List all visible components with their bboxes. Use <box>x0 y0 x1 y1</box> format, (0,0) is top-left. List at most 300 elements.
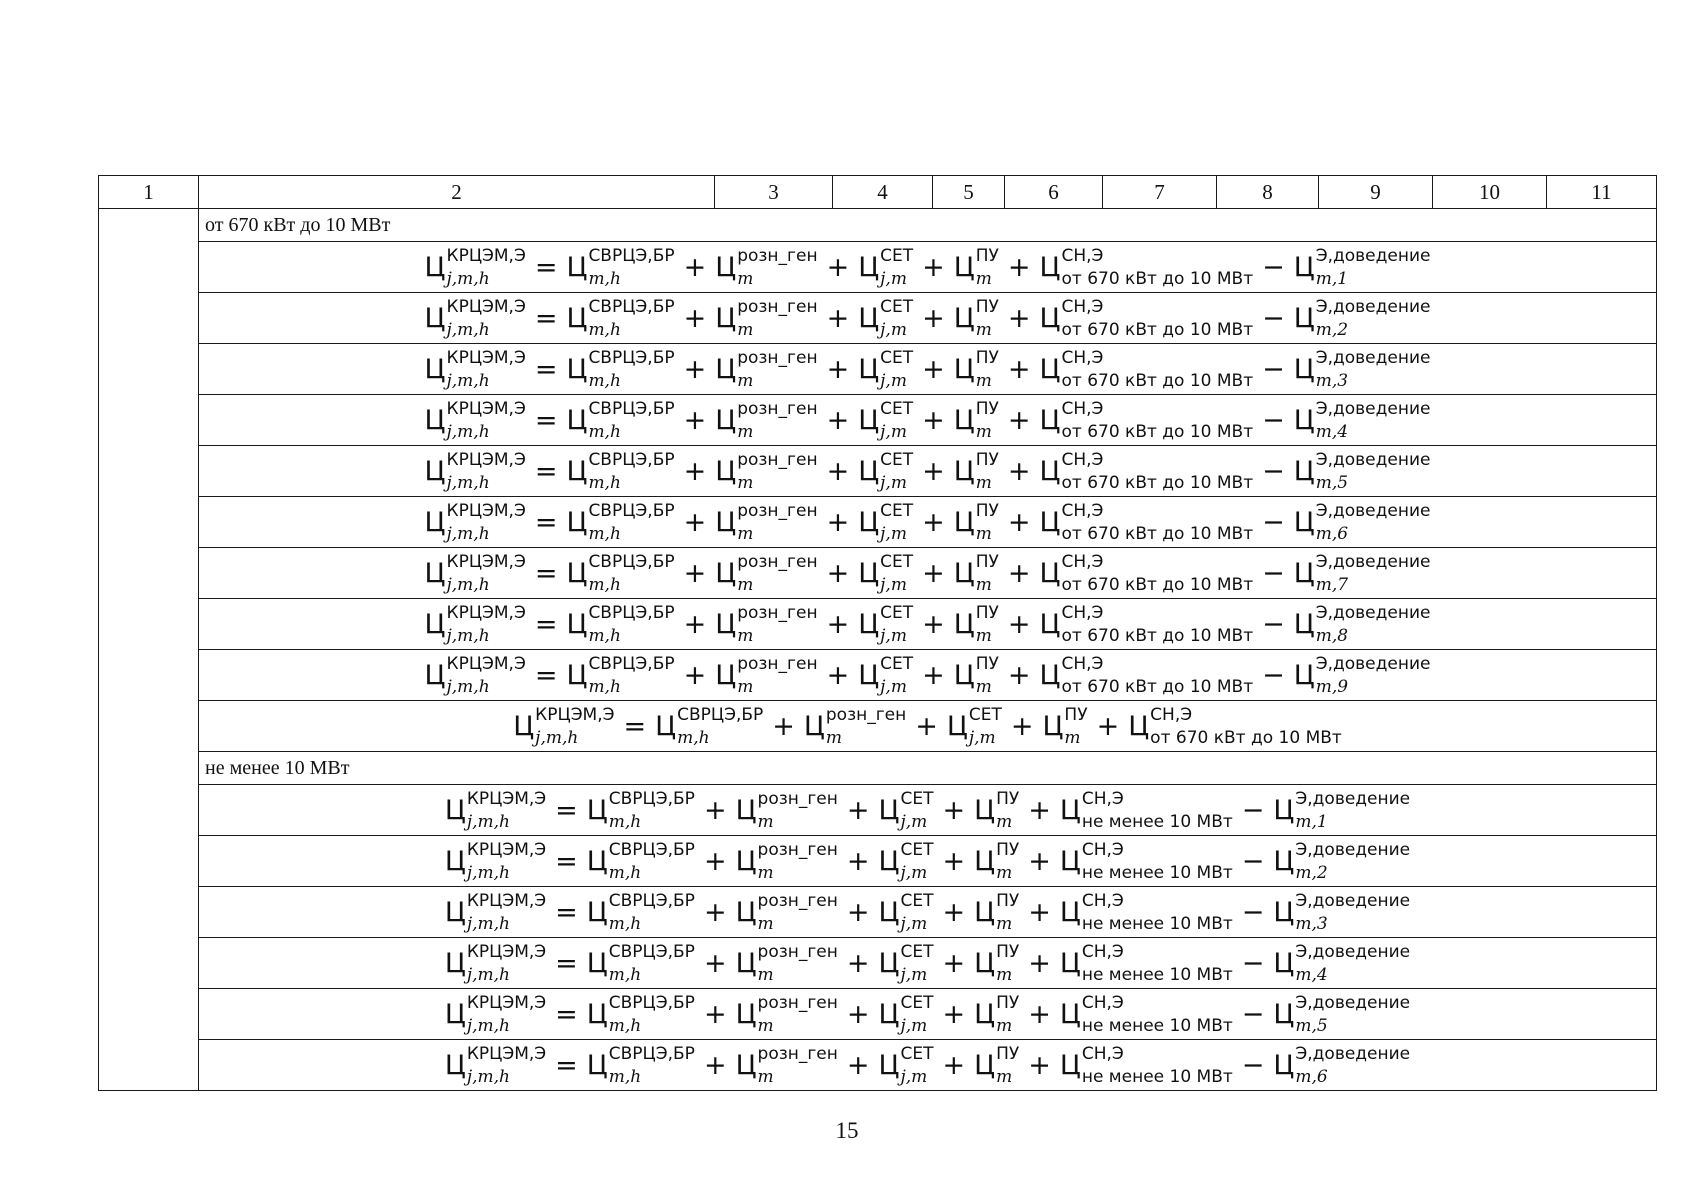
operator-minus: − <box>1262 251 1285 283</box>
term-sn <box>1039 347 1254 391</box>
superscript: КРЦЭМ,Э <box>466 941 547 962</box>
superscript: розн_ген <box>737 245 818 266</box>
price-formula <box>424 449 1431 493</box>
subscript: j,m <box>880 473 907 493</box>
term-pu <box>974 890 1020 934</box>
subscript: m,5 <box>1295 1016 1328 1036</box>
operator-plus: + <box>1010 710 1034 742</box>
superscript: Э,доведение <box>1315 296 1431 317</box>
term-sn <box>1039 653 1254 697</box>
price-symbol: Ц <box>1059 998 1081 1030</box>
term-rozn-gen <box>715 245 818 289</box>
formula-row <box>99 650 1657 701</box>
superscript: СВРЦЭ,БР <box>588 296 675 317</box>
operator-plus: + <box>826 557 850 589</box>
script-stack <box>1061 245 1254 289</box>
column-number-8: 8 <box>1217 176 1319 209</box>
superscript: СН,Э <box>1081 992 1124 1013</box>
price-symbol: Ц <box>1293 659 1315 691</box>
subscript: m,h <box>608 965 642 985</box>
script-stack <box>1061 500 1254 544</box>
subscript: j,m <box>880 371 907 391</box>
subscript: j,m,h <box>446 524 490 544</box>
operator-minus: − <box>1241 1049 1265 1081</box>
price-formula <box>444 839 1411 883</box>
formula-row <box>99 836 1657 887</box>
superscript: Э,доведение <box>1315 449 1431 470</box>
term-dovedenie <box>1293 551 1431 595</box>
price-symbol: Ц <box>953 659 975 691</box>
subscript: m <box>1064 728 1081 748</box>
term-svrce <box>566 398 675 442</box>
operator-plus: + <box>922 404 945 436</box>
price-symbol: Ц <box>444 947 466 979</box>
term-set <box>946 704 1002 748</box>
price-formula <box>513 704 1342 748</box>
script-stack <box>608 839 695 883</box>
subscript: m <box>737 320 754 340</box>
column-number-7: 7 <box>1103 176 1217 209</box>
subscript: m,h <box>608 1067 642 1087</box>
formula-row <box>99 887 1657 938</box>
subscript: j,m <box>900 1016 928 1036</box>
superscript: розн_ген <box>737 653 818 674</box>
operator-minus: − <box>1241 845 1265 877</box>
script-stack <box>975 602 999 646</box>
script-stack <box>975 551 999 595</box>
script-stack <box>1061 398 1254 442</box>
superscript: СВРЦЭ,БР <box>608 1043 695 1064</box>
operator-plus: + <box>1028 998 1051 1030</box>
operator-plus: + <box>683 302 707 334</box>
superscript: СН,Э <box>1061 449 1104 470</box>
price-symbol: Ц <box>1059 896 1081 928</box>
formula-cell <box>199 497 1657 548</box>
script-stack <box>737 449 818 493</box>
superscript: СН,Э <box>1061 245 1104 266</box>
term-krcem <box>424 449 526 493</box>
script-stack <box>880 347 914 391</box>
operator-eq: = <box>555 998 578 1030</box>
superscript: розн_ген <box>737 449 818 470</box>
term-pu <box>974 992 1020 1036</box>
subscript: m <box>996 914 1013 934</box>
subscript: m <box>975 320 992 340</box>
script-stack <box>1295 1043 1411 1087</box>
script-stack <box>588 551 675 595</box>
operator-plus: + <box>826 455 850 487</box>
subscript: m,h <box>588 371 621 391</box>
operator-plus: + <box>826 251 850 283</box>
superscript: Э,доведение <box>1315 602 1431 623</box>
term-dovedenie <box>1293 500 1431 544</box>
term-rozn-gen <box>715 500 818 544</box>
term-dovedenie <box>1293 653 1431 697</box>
term-svrce <box>566 296 675 340</box>
superscript: Э,доведение <box>1315 398 1431 419</box>
superscript: СН,Э <box>1081 839 1124 860</box>
term-sn <box>1059 890 1233 934</box>
operator-plus: + <box>1007 455 1031 487</box>
operator-plus: + <box>683 659 707 691</box>
term-pu <box>974 788 1020 832</box>
formula-cell <box>199 1040 1657 1091</box>
formula-cell <box>199 887 1657 938</box>
script-stack <box>757 1043 838 1087</box>
superscript: СЕТ <box>880 653 914 674</box>
term-sn <box>1059 992 1233 1036</box>
price-symbol: Ц <box>953 608 975 640</box>
price-symbol: Ц <box>1273 947 1295 979</box>
script-stack <box>1315 500 1431 544</box>
operator-eq: = <box>534 251 558 283</box>
column-number-1: 1 <box>99 176 199 209</box>
price-symbol: Ц <box>424 455 446 487</box>
operator-plus: + <box>942 896 966 928</box>
subscript: m,h <box>608 1016 642 1036</box>
term-svrce <box>586 839 695 883</box>
operator-plus: + <box>826 353 850 385</box>
term-krcem <box>444 1043 547 1087</box>
subscript: m <box>975 575 992 595</box>
subscript: m,9 <box>1315 677 1349 697</box>
superscript: КРЦЭМ,Э <box>446 602 526 623</box>
price-formula <box>444 788 1411 832</box>
term-krcem <box>444 941 547 985</box>
operator-plus: + <box>1007 557 1031 589</box>
subscript: не менее 10 МВт <box>1081 1067 1233 1087</box>
operator-plus: + <box>826 404 850 436</box>
subscript: m <box>975 677 992 697</box>
subscript: m <box>737 626 754 646</box>
term-set <box>878 1043 934 1087</box>
operator-minus: − <box>1241 998 1265 1030</box>
formula-row <box>99 785 1657 836</box>
price-symbol: Ц <box>586 998 608 1030</box>
term-krcem <box>424 296 526 340</box>
term-rozn-gen <box>735 941 838 985</box>
subscript: m,h <box>588 269 621 289</box>
term-pu <box>953 551 999 595</box>
price-symbol: Ц <box>715 353 737 385</box>
superscript: ПУ <box>975 245 999 266</box>
subscript: m,8 <box>1315 626 1349 646</box>
term-pu <box>974 941 1020 985</box>
column-number-9: 9 <box>1319 176 1433 209</box>
price-symbol: Ц <box>974 1049 996 1081</box>
subscript: j,m <box>880 626 907 646</box>
term-pu <box>953 602 999 646</box>
superscript: розн_ген <box>825 704 907 725</box>
term-set <box>858 296 914 340</box>
price-symbol: Ц <box>946 710 968 742</box>
script-stack <box>996 890 1020 934</box>
term-dovedenie <box>1293 296 1431 340</box>
price-symbol: Ц <box>1039 659 1061 691</box>
formula-row <box>99 446 1657 497</box>
superscript: КРЦЭМ,Э <box>446 398 526 419</box>
price-formula <box>424 500 1431 544</box>
superscript: СЕТ <box>880 347 914 368</box>
script-stack <box>608 788 695 832</box>
term-rozn-gen <box>735 1043 838 1087</box>
column-number-11: 11 <box>1547 176 1657 209</box>
superscript: КРЦЭМ,Э <box>446 449 526 470</box>
superscript: СЕТ <box>900 890 934 911</box>
price-symbol: Ц <box>858 353 880 385</box>
script-stack <box>588 449 675 493</box>
script-stack <box>757 890 838 934</box>
formula-cell <box>199 989 1657 1040</box>
term-rozn-gen <box>715 653 818 697</box>
subscript: m <box>757 914 774 934</box>
term-set <box>858 551 914 595</box>
superscript: СВРЦЭ,БР <box>677 704 764 725</box>
operator-minus: − <box>1262 608 1285 640</box>
column-number-row <box>99 176 1657 209</box>
operator-plus: + <box>683 404 707 436</box>
script-stack <box>1295 941 1411 985</box>
price-symbol: Ц <box>715 455 737 487</box>
price-symbol: Ц <box>715 506 737 538</box>
term-pu <box>1042 704 1088 748</box>
superscript: СВРЦЭ,БР <box>588 449 675 470</box>
script-stack <box>975 398 999 442</box>
superscript: КРЦЭМ,Э <box>466 839 547 860</box>
script-stack <box>900 1043 934 1087</box>
term-rozn-gen <box>803 704 907 748</box>
subscript: j,m,h <box>466 1016 510 1036</box>
script-stack <box>900 992 934 1036</box>
operator-eq: = <box>534 659 558 691</box>
subscript: m <box>737 371 754 391</box>
formula-cell <box>199 785 1657 836</box>
price-symbol: Ц <box>953 455 975 487</box>
price-formula <box>424 347 1431 391</box>
superscript: розн_ген <box>737 551 818 572</box>
script-stack <box>466 890 547 934</box>
script-stack <box>588 653 675 697</box>
price-symbol: Ц <box>444 1049 466 1081</box>
superscript: СВРЦЭ,БР <box>588 602 675 623</box>
subscript: m <box>825 728 842 748</box>
script-stack <box>1081 941 1233 985</box>
operator-plus: + <box>1028 1049 1051 1081</box>
operator-plus: + <box>846 794 870 826</box>
term-dovedenie <box>1273 1043 1411 1087</box>
price-symbol: Ц <box>878 998 900 1030</box>
superscript: СЕТ <box>880 602 914 623</box>
superscript: ПУ <box>975 398 999 419</box>
subscript: m,1 <box>1315 269 1349 289</box>
term-sn <box>1039 245 1254 289</box>
subscript: m <box>757 965 774 985</box>
price-symbol: Ц <box>1039 404 1061 436</box>
superscript: розн_ген <box>757 788 838 809</box>
term-rozn-gen <box>715 551 818 595</box>
superscript: СВРЦЭ,БР <box>588 245 675 266</box>
superscript: ПУ <box>996 992 1020 1013</box>
script-stack <box>975 653 999 697</box>
price-symbol: Ц <box>586 1049 608 1081</box>
script-stack <box>975 449 999 493</box>
subscript: m <box>996 1016 1013 1036</box>
price-symbol: Ц <box>953 251 975 283</box>
price-symbol: Ц <box>424 608 446 640</box>
superscript: ПУ <box>996 890 1020 911</box>
script-stack <box>608 941 695 985</box>
price-symbol: Ц <box>444 998 466 1030</box>
operator-minus: − <box>1241 947 1265 979</box>
term-dovedenie <box>1273 992 1411 1036</box>
script-stack <box>900 839 934 883</box>
subscript: j,m <box>900 863 928 883</box>
superscript: СВРЦЭ,БР <box>588 347 675 368</box>
superscript: ПУ <box>975 296 999 317</box>
subscript: m <box>975 524 992 544</box>
formula-cell <box>199 395 1657 446</box>
script-stack <box>1081 992 1233 1036</box>
script-stack <box>466 1043 547 1087</box>
subscript: j,m,h <box>466 863 510 883</box>
operator-eq: = <box>534 302 558 334</box>
script-stack <box>446 347 526 391</box>
price-symbol: Ц <box>715 404 737 436</box>
subscript: j,m,h <box>446 320 490 340</box>
script-stack <box>466 941 547 985</box>
operator-plus: + <box>826 659 850 691</box>
subscript: j,m <box>880 524 907 544</box>
price-symbol: Ц <box>735 998 757 1030</box>
script-stack <box>588 347 675 391</box>
superscript: СЕТ <box>900 788 934 809</box>
script-stack <box>1315 653 1431 697</box>
superscript: Э,доведение <box>1295 992 1411 1013</box>
superscript: СЕТ <box>880 449 914 470</box>
term-svrce <box>586 788 695 832</box>
price-symbol: Ц <box>878 947 900 979</box>
subscript: от 670 кВт до 10 МВт <box>1150 728 1342 748</box>
script-stack <box>975 245 999 289</box>
term-set <box>858 398 914 442</box>
superscript: СН,Э <box>1061 551 1104 572</box>
column-number-5: 5 <box>933 176 1005 209</box>
script-stack <box>737 296 818 340</box>
subscript: от 670 кВт до 10 МВт <box>1061 422 1254 442</box>
superscript: СН,Э <box>1081 890 1124 911</box>
tariff-formula-table <box>98 175 1657 1091</box>
operator-plus: + <box>703 1049 727 1081</box>
script-stack <box>1081 788 1233 832</box>
script-stack <box>588 602 675 646</box>
operator-plus: + <box>922 353 945 385</box>
price-symbol: Ц <box>424 557 446 589</box>
price-formula <box>424 245 1431 289</box>
operator-eq: = <box>555 794 578 826</box>
subscript: j,m,h <box>446 269 490 289</box>
subscript: m <box>757 863 774 883</box>
subscript: m,2 <box>1315 320 1349 340</box>
script-stack <box>446 602 526 646</box>
subscript: m <box>975 269 992 289</box>
script-stack <box>1061 347 1254 391</box>
price-symbol: Ц <box>1059 794 1081 826</box>
term-set <box>878 992 934 1036</box>
operator-plus: + <box>846 947 870 979</box>
price-symbol: Ц <box>974 794 996 826</box>
price-symbol: Ц <box>566 506 588 538</box>
subscript: j,m,h <box>466 965 510 985</box>
term-set <box>858 500 914 544</box>
operator-plus: + <box>772 710 795 742</box>
price-symbol: Ц <box>1293 557 1315 589</box>
term-rozn-gen <box>715 602 818 646</box>
operator-plus: + <box>1028 845 1051 877</box>
operator-eq: = <box>534 404 558 436</box>
superscript: Э,доведение <box>1315 500 1431 521</box>
price-symbol: Ц <box>1273 998 1295 1030</box>
term-pu <box>953 296 999 340</box>
script-stack <box>1315 398 1431 442</box>
script-stack <box>1315 449 1431 493</box>
formula-cell <box>199 599 1657 650</box>
script-stack <box>996 788 1020 832</box>
operator-plus: + <box>1007 302 1031 334</box>
superscript: КРЦЭМ,Э <box>446 245 526 266</box>
subscript: m,6 <box>1295 1067 1328 1087</box>
price-symbol: Ц <box>566 404 588 436</box>
price-symbol: Ц <box>974 947 996 979</box>
subscript: m <box>737 422 754 442</box>
price-symbol: Ц <box>858 659 880 691</box>
superscript: ПУ <box>975 449 999 470</box>
subscript: j,m <box>900 812 928 832</box>
price-symbol: Ц <box>586 794 608 826</box>
subscript: m,6 <box>1315 524 1349 544</box>
superscript: СВРЦЭ,БР <box>608 941 695 962</box>
term-dovedenie <box>1273 788 1411 832</box>
superscript: СЕТ <box>880 551 914 572</box>
price-symbol: Ц <box>735 947 757 979</box>
subscript: j,m <box>900 1067 928 1087</box>
operator-minus: − <box>1262 404 1285 436</box>
script-stack <box>737 245 818 289</box>
term-set <box>858 347 914 391</box>
script-stack <box>677 704 764 748</box>
script-stack <box>737 347 818 391</box>
term-pu <box>953 398 999 442</box>
script-stack <box>880 245 914 289</box>
price-formula <box>444 1043 1411 1087</box>
script-stack <box>1315 551 1431 595</box>
term-krcem <box>424 551 526 595</box>
price-symbol: Ц <box>735 845 757 877</box>
term-krcem <box>444 839 547 883</box>
formula-cell <box>199 344 1657 395</box>
subscript: не менее 10 МВт <box>1081 812 1233 832</box>
script-stack <box>588 398 675 442</box>
subscript: m,7 <box>1315 575 1349 595</box>
term-svrce <box>566 245 675 289</box>
price-symbol: Ц <box>1059 845 1081 877</box>
price-symbol: Ц <box>715 251 737 283</box>
superscript: СН,Э <box>1081 941 1124 962</box>
script-stack <box>900 890 934 934</box>
superscript: КРЦЭМ,Э <box>446 551 526 572</box>
script-stack <box>466 839 547 883</box>
column-number-10: 10 <box>1433 176 1547 209</box>
price-symbol: Ц <box>953 404 975 436</box>
